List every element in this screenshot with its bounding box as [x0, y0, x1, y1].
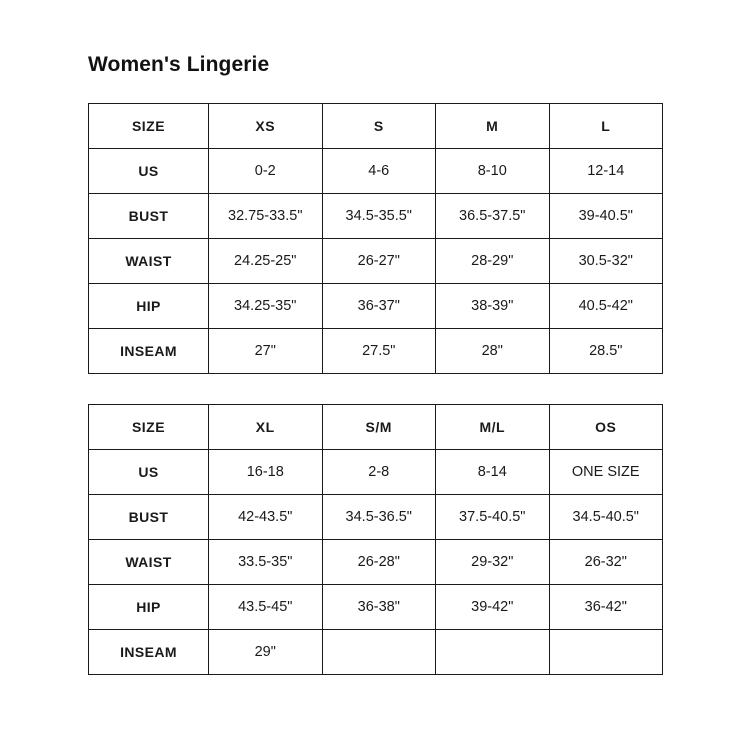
table-cell: 27"	[209, 329, 323, 374]
row-header: HIP	[89, 585, 209, 630]
table-cell: 38-39"	[436, 284, 550, 329]
row-header: US	[89, 450, 209, 495]
row-header: WAIST	[89, 239, 209, 284]
table-cell: 39-40.5"	[549, 194, 663, 239]
row-header: HIP	[89, 284, 209, 329]
table-cell: 34.5-40.5"	[549, 495, 663, 540]
table-cell: 32.75-33.5"	[209, 194, 323, 239]
row-header: BUST	[89, 194, 209, 239]
table-cell: 27.5"	[322, 329, 436, 374]
table-cell: 29-32"	[436, 540, 550, 585]
table-row	[89, 585, 663, 630]
table-cell: 4-6	[322, 149, 436, 194]
row-header: WAIST	[89, 540, 209, 585]
table-cell: 24.25-25"	[209, 239, 323, 284]
table-cell	[436, 630, 550, 675]
table-row	[89, 495, 663, 540]
table-cell: 36-38"	[322, 585, 436, 630]
table-header-row	[89, 405, 663, 450]
table-cell: ONE SIZE	[549, 450, 663, 495]
table-row	[89, 149, 663, 194]
table-row	[89, 450, 663, 495]
table-row	[89, 329, 663, 374]
table-row	[89, 194, 663, 239]
table-header-row	[89, 104, 663, 149]
row-header: INSEAM	[89, 630, 209, 675]
table-cell: 2-8	[322, 450, 436, 495]
table-row	[89, 239, 663, 284]
table-cell: 12-14	[549, 149, 663, 194]
table-cell: 16-18	[209, 450, 323, 495]
table-row	[89, 540, 663, 585]
row-header: US	[89, 149, 209, 194]
table-cell: 29"	[209, 630, 323, 675]
table-cell: 8-14	[436, 450, 550, 495]
table-cell: 28.5"	[549, 329, 663, 374]
column-header: M/L	[436, 405, 550, 450]
table-cell: 34.25-35"	[209, 284, 323, 329]
table-cell: 34.5-36.5"	[322, 495, 436, 540]
table-cell: 28"	[436, 329, 550, 374]
table-cell: 42-43.5"	[209, 495, 323, 540]
table-cell: 36-37"	[322, 284, 436, 329]
column-header: L	[549, 104, 663, 149]
table-cell: 26-28"	[322, 540, 436, 585]
table-cell: 43.5-45"	[209, 585, 323, 630]
column-header: SIZE	[89, 104, 209, 149]
table-cell: 0-2	[209, 149, 323, 194]
page-title: Women's Lingerie	[88, 53, 270, 76]
table-cell: 37.5-40.5"	[436, 495, 550, 540]
table-cell: 36-42"	[549, 585, 663, 630]
column-header: SIZE	[89, 405, 209, 450]
table-cell: 28-29"	[436, 239, 550, 284]
row-header: BUST	[89, 495, 209, 540]
column-header: M	[436, 104, 550, 149]
column-header: XS	[209, 104, 323, 149]
table-cell: 40.5-42"	[549, 284, 663, 329]
table-cell: 39-42"	[436, 585, 550, 630]
column-header: S	[322, 104, 436, 149]
column-header: XL	[209, 405, 323, 450]
size-table-extended	[88, 404, 663, 675]
table-row	[89, 284, 663, 329]
table-cell: 30.5-32"	[549, 239, 663, 284]
table-cell	[322, 630, 436, 675]
table-cell: 8-10	[436, 149, 550, 194]
size-table-standard	[88, 103, 663, 374]
table-cell: 26-27"	[322, 239, 436, 284]
column-header: S/M	[322, 405, 436, 450]
table-cell: 34.5-35.5"	[322, 194, 436, 239]
column-header: OS	[549, 405, 663, 450]
table-cell	[549, 630, 663, 675]
table-row	[89, 630, 663, 675]
table-cell: 33.5-35"	[209, 540, 323, 585]
table-cell: 36.5-37.5"	[436, 194, 550, 239]
row-header: INSEAM	[89, 329, 209, 374]
table-cell: 26-32"	[549, 540, 663, 585]
